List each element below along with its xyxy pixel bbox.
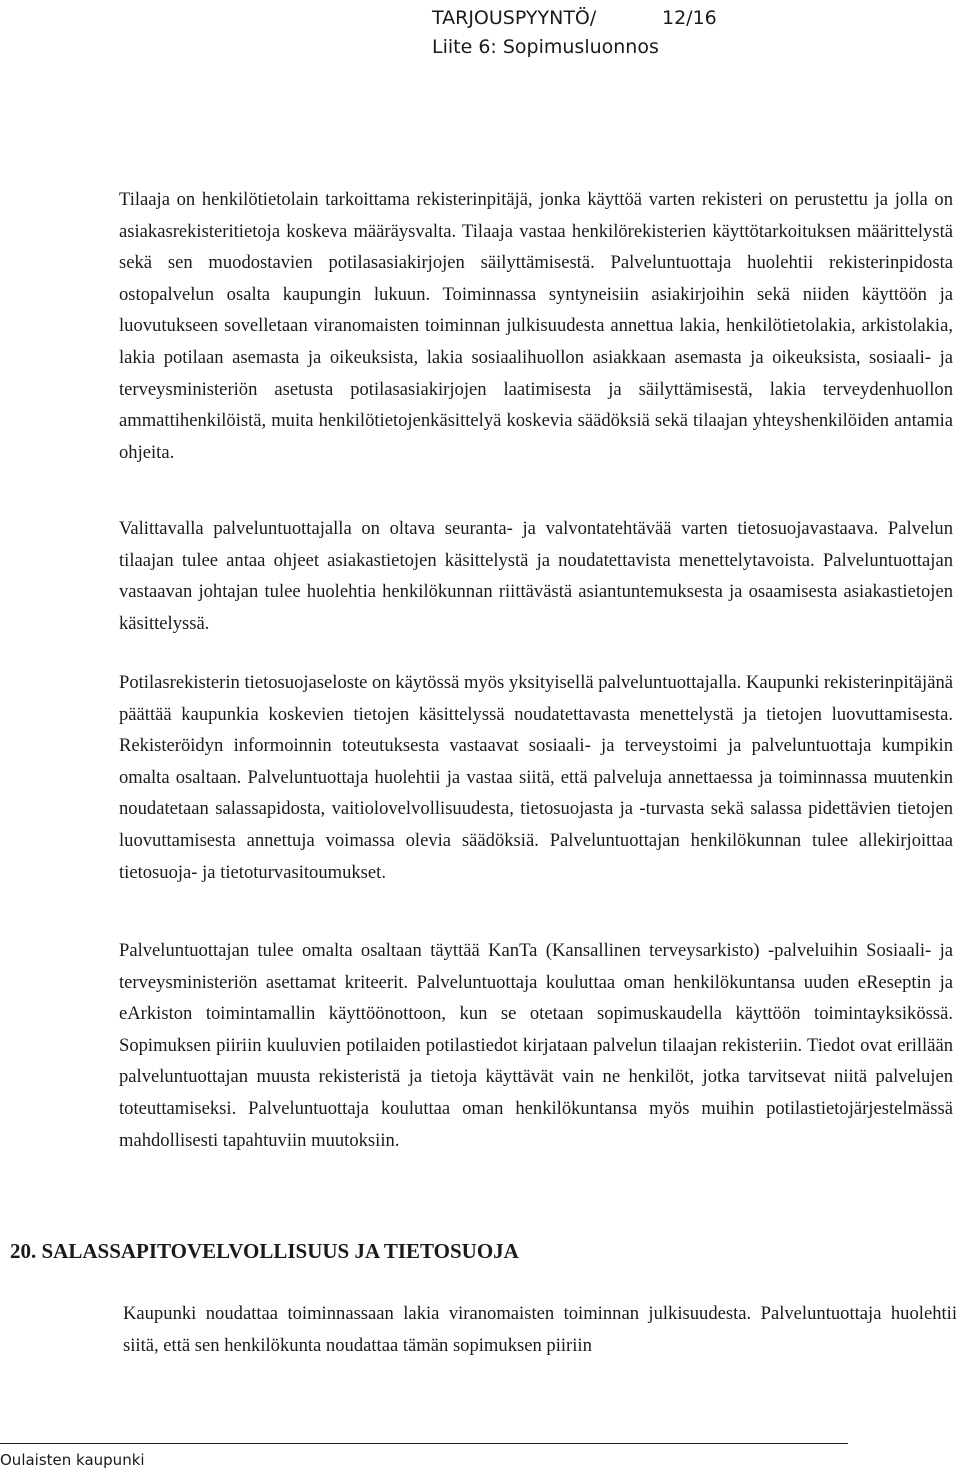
paragraph-registry-controller: Tilaaja on henkilötietolain tarkoittama rekisterinpitäjä, jonka käyttöä varten rekisteri on perustettu ja jolla on asiakasrekisteritietoja koskeva määräysvalta. Tilaaja vastaa henkilörekisterien käyttötarkoituksen määrittelystä sekä sen muodostavien potilasasiakirjojen säilyttämisestä. Palveluntuottaja huolehtii rekisterinpidosta ostopalvelun osalta kaupungin lukuun. Toiminnassa syntyneisiin asiakirjoihin sekä niiden käyttöön ja luovutukseen sovelletaan viranomaisten toiminnan julkisuudesta annettua lakia, henkilötietolakia, arkistolakia, lakia potilaan asemasta ja oikeuksista, lakia sosiaalihuollon asiakkaan asemasta ja oikeuksista, sosiaali- ja terveysministeriön asetusta potilasasiakirjojen laatimisesta ja säilyttämisestä, lakia terveydenhuollon ammattihenkilöistä, muita henkilötietojenkäsittelyä koskevia säädöksiä sekä tilaajan yhteyshenkilöiden antamia ohjeita. [119, 189, 953, 463]
footer-divider [0, 1443, 848, 1444]
footer-organization: Oulaisten kaupunki [0, 1451, 145, 1469]
attachment-label: Liite 6: Sopimusluonnos [432, 36, 659, 58]
paragraph-kanta-services: Palveluntuottajan tulee omalta osaltaan täyttää KanTa (Kansallinen terveysarkisto) -palveluihin Sosiaali- ja terveysministeriön asettamat kriteerit. Palveluntuottaja kouluttaa oman henkilökuntansa uuden eReseptin ja eArkiston toimintamallin käyttöönottoon, kun se otetaan sopimuskaudella käyttöön toimintayksikössä. Sopimuksen piiriin kuuluvien potilaiden potilastiedot kirjataan palvelun tilaajan rekisteriin. Tiedot ovat erillään palveluntuottajan muusta rekisteristä ja tietoja käyttävät vain ne henkilöt, jotka tarvitsevat niitä palvelujen toteuttamiseksi. Palveluntuottaja kouluttaa oman henkilökuntansa myös muihin potilastietojärjestelmässä mahdollisesti tapahtuviin muutoksiin. [119, 940, 953, 1151]
page-number: 12/16 [662, 7, 717, 29]
paragraph-privacy-statement: Potilasrekisterin tietosuojaseloste on käytössä myös yksityisellä palveluntuottajalla. Kaupunki rekisterinpitäjänä päättää kaupunkia koskevien tietojen käsittelyssä noudatettavasta menettelystä ja tietojen luovuttamisesta. Rekisteröidyn informoinnin toteutuksesta vastaavat sosiaali- ja terveystoimi ja palveluntuottaja kumpikin omalta osaltaan. Palveluntuottaja huolehtii ja vastaa siitä, että palveluja annettaessa ja toiminnassa muutenkin noudatetaan salassapidosta, vaitiolovelvollisuudesta, tietosuojasta ja -turvasta sekä salassa pidettävien tietojen luovuttamisesta annettuja voimassa olevia säädöksiä. Palveluntuottajan henkilökunnan tulee allekirjoittaa tietosuoja- ja tietoturvasitoumukset. [119, 672, 953, 883]
paragraph-confidentiality: Kaupunki noudattaa toiminnassaan lakia viranomaisten toiminnan julkisuudesta. Palveluntuottaja huolehtii siitä, että sen henkilökunta noudattaa tämän sopimuksen piiriin [123, 1303, 957, 1356]
page-header [432, 4, 772, 62]
document-title: TARJOUSPYYNTÖ/ [432, 7, 597, 29]
paragraph-data-protection-officer: Valittavalla palveluntuottajalla on oltava seuranta- ja valvontatehtävää varten tietosuojavastaava. Palvelun tilaajan tulee antaa ohjeet asiakastietojen käsittelystä ja noudatettavista menettelytavoista. Palveluntuottajan vastaavan johtajan tulee huolehtia henkilökunnan riittävästä asiantuntemuksesta ja osaamisesta asiakastietojen käsittelyssä. [119, 518, 953, 634]
section-heading: 20. SALASSAPITOVELVOLLISUUS JA TIETOSUOJA [10, 1239, 519, 1263]
